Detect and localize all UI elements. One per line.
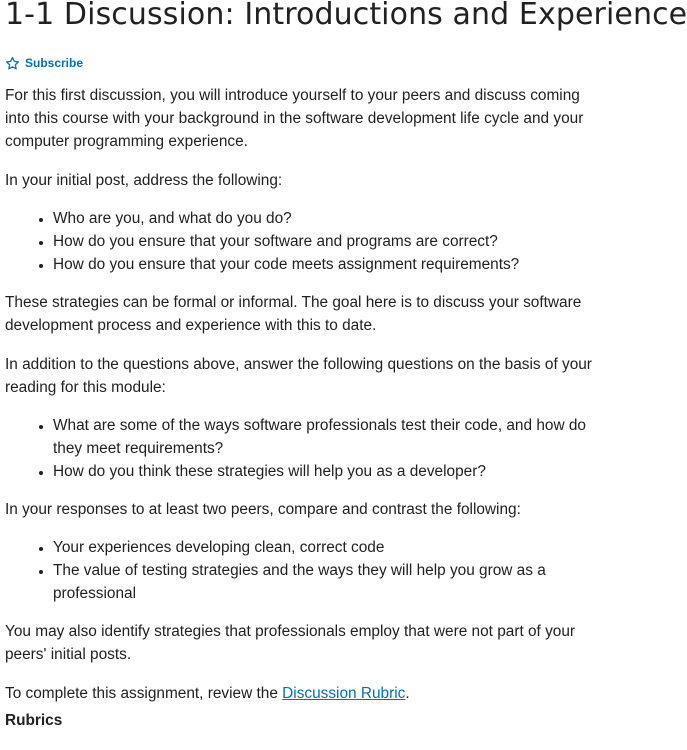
list-item: • How do you ensure that your software and programs are correct? xyxy=(53,230,605,253)
strategies-note: These strategies can be formal or informal. The goal here is to discuss your software development process and experience with this to date. xyxy=(5,293,582,334)
rubrics-heading: Rubrics xyxy=(5,711,63,729)
list-item: • What are some of the ways software professionals test their code, and how do they meet requirements? xyxy=(53,414,605,460)
complete-paragraph xyxy=(5,682,605,705)
initial-post-list xyxy=(5,207,605,276)
additional-intro: In addition to the questions above, answer the following questions on the basis of your reading for this module: xyxy=(5,355,592,396)
discussion-body xyxy=(5,84,605,732)
list-item: • The value of testing strategies and the ways they will help you grow as a professional xyxy=(53,559,605,605)
responses-intro: In your responses to at least two peers, compare and contrast the following: xyxy=(5,500,521,518)
discussion-rubric-link[interactable]: Discussion Rubric xyxy=(282,684,406,702)
complete-suffix: . xyxy=(405,684,410,702)
subscribe-button[interactable] xyxy=(5,54,83,72)
list-item: • How do you think these strategies will help you as a developer? xyxy=(53,460,605,483)
additional-list xyxy=(5,414,605,483)
star-outline-icon xyxy=(5,56,20,71)
complete-prefix: To complete this assignment, review the xyxy=(5,684,283,702)
identify-note: You may also identify strategies that professionals employ that were not part of your peers' initial posts. xyxy=(5,622,576,663)
subscribe-label: Subscribe xyxy=(25,56,84,70)
responses-list xyxy=(5,536,605,605)
initial-post-intro: In your initial post, address the following: xyxy=(5,171,283,189)
list-item: • Your experiences developing clean, correct code xyxy=(53,536,605,559)
list-item: • How do you ensure that your code meets assignment requirements? xyxy=(53,253,605,276)
intro-paragraph: For this first discussion, you will introduce yourself to your peers and discuss coming into this course with your background in the software development life cycle and your computer programming experience. xyxy=(5,86,584,150)
page-title: 1-1 Discussion: Introductions and Experience xyxy=(5,0,687,32)
list-item: • Who are you, and what do you do? xyxy=(53,207,605,230)
